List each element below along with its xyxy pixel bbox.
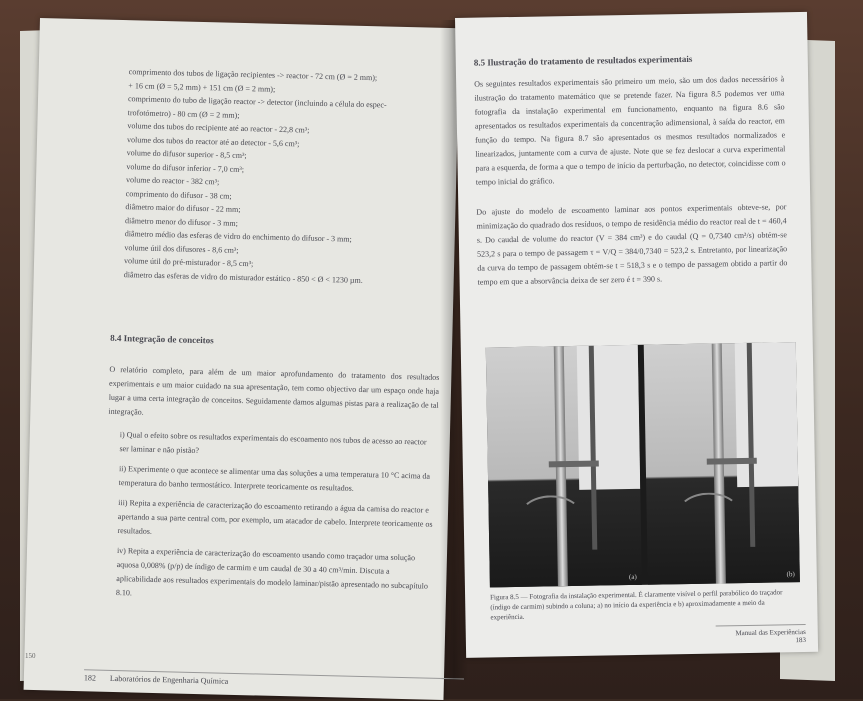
- intro-paragraph: O relatório completo, para além de um maior aprofundamento do tratamento dos resultados experimentais e um maior cuidado na sua apresentação, tem como objectivo dar um espaço onde haja lugar a uma certa integração de conceitos. Seguidamente damos algumas pistas para a realização de tal integração.: [108, 364, 440, 417]
- spec-item: diâmetro maior do difusor - 22 mm;: [125, 202, 241, 214]
- section-title-8-4: 8.4 Integração de conceitos: [110, 332, 214, 346]
- left-running-title: Laboratórios de Engenharia Química: [109, 673, 229, 686]
- spec-item: comprimento do difusor - 38 cm;: [125, 188, 232, 201]
- left-page-number: 182: [83, 673, 96, 683]
- spec-item: comprimento dos tubos de ligação recipientes -> reactor - 72 cm (Ø = 2 mm);: [128, 67, 378, 83]
- photo-a: [486, 345, 642, 588]
- section-title-8-5: 8.5 Ilustração do tratamento de resultados experimentais: [473, 53, 693, 68]
- right-running-title: Manual das Experiências: [735, 627, 806, 638]
- spec-item: comprimento do tubo de ligação reactor -> detector (incluindo a célula do espec-: [127, 94, 387, 110]
- question-item: iii) Repita a experiência de caracterização do escoamento retirando a água da camisa do reactor e apertando a sua parte central com, por exemplo, um atacador de cabelo. Interprete teoricamente os resultados.: [117, 498, 433, 536]
- figure-caption: Figura 8.5 — Fotografia da instalação experimental. É claramente visível o perfil parabólico do traçador (índigo de carmim) subindo a coluna; a) no início da experiência e b) aproximadamente a meio da experiência.: [490, 588, 783, 622]
- spec-item: diâmetro menor do difusor - 3 mm;: [124, 215, 239, 228]
- spec-item: diâmetro das esferas de vidro do misturador estático - 850 < Ø < 1230 µm.: [123, 269, 363, 285]
- spec-item: volume útil dos difusores - 8,6 cm³;: [124, 242, 239, 255]
- question-item: i) Qual o efeito sobre os resultados experimentais do escoamento nos tubos de acesso ao reactor ser laminar e não pistão?: [119, 430, 427, 456]
- photo-label-a: (a): [628, 572, 637, 582]
- paragraph-2: Do ajuste do modelo de escoamento laminar aos pontos experimentais obteve-se, por minimização do quadrado dos resíduos, o tempo de residência médio do reactor real de t = 460,4 s. Do caudal de volume do reactor (V = 384 cm³) e do caudal (Q = 0,7340 cm³/s) obtém-se 523,2 s para o tempo de passagem τ = V/Q = 384/0,7340 = 523,2 s. Entretanto, por linearização da curva do tempo de passagem obtém-se t = 518,3 s e o tempo de passagem obtido a partir do tempo em que a absorvância deixa de ser zero é t = 390 s.: [476, 202, 788, 287]
- spec-item: volume do reactor - 382 cm³;: [125, 175, 220, 187]
- paragraph-1: Os seguintes resultados experimentais são primeiro um meio, são um dos dados necessários à ilustração do tratamento matemático que se pretende fazer. Na figura 8.5 podemos ver uma fotografia da instalação experimental em funcionamento, enquanto na figura 8.6 são apresentados os resultados experimentais da concentração adimensional, à saída do reactor, em função do tempo. Na figura 8.7 são apresentados os mesmos resultados normalizados e linearizados, juntamente com a curva de ajuste. Note que se fez deslocar a curva experimental para a esquerda, de forma a que o tempo de início da perturbação, no detector, coincidisse com o tempo inicial do gráfico.: [474, 74, 786, 187]
- spec-item: diâmetro médio das esferas de vidro do enchimento do difusor - 3 mm;: [124, 229, 352, 244]
- figure-photo: [486, 342, 800, 587]
- spec-item: volume do difusor inferior - 7,0 cm³;: [126, 161, 245, 174]
- left-footer: [84, 669, 464, 691]
- spec-list: [124, 65, 469, 289]
- left-page: [24, 18, 460, 700]
- right-page: [455, 12, 818, 658]
- spec-item: volume do difusor superior - 8,5 cm³;: [126, 148, 247, 161]
- question-item: ii) Experimente o que acontece se alimentar uma das soluções a uma temperatura 10 °C acima da temperatura do banho termostático. Interprete teoricamente os resultados.: [118, 464, 431, 493]
- question-list: [116, 428, 438, 614]
- spec-item: + 16 cm (Ø = 5,2 mm) + 151 cm (Ø = 2 mm);: [128, 80, 276, 94]
- right-page-number: 183: [795, 635, 806, 645]
- right-footer: [716, 624, 806, 646]
- photo-label-b: (b): [786, 570, 795, 579]
- photo-b: [644, 342, 800, 585]
- spec-item: volume útil do pré-misturador - 8,5 cm³;: [123, 256, 254, 269]
- side-page-number: 150: [25, 652, 36, 660]
- spec-item: volume dos tubos do reactor até ao detector - 5,6 cm³;: [126, 134, 300, 148]
- question-item: iv) Repita a experiência de caracterização do escoamento usando como traçador uma solução aquosa 0,008% (p/p) de índigo de carmim e um caudal de 30 a 40 cm³/min. Discuta a aplicabilidade aos resultados experimentais do modelo laminar/pistão apresentado no subcapítulo 8.10.: [115, 546, 429, 598]
- spec-item: volume dos tubos do recipiente até ao reactor - 22,8 cm³;: [127, 121, 310, 135]
- spec-item: trofotómetro) - 80 cm (Ø = 2 mm);: [127, 107, 240, 120]
